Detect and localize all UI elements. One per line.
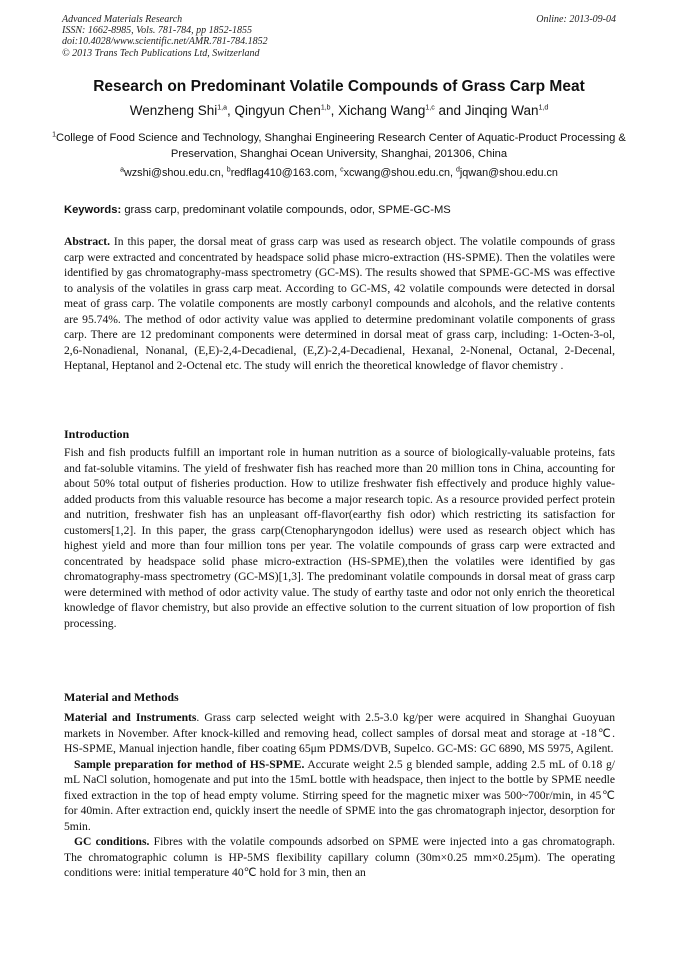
methods-paragraph: GC conditions. Fibres with the volatile compounds adsorbed on SPME were injected into a gas chromatograph. The chromatographic column is HP-5MS flexibility capillary column (30m×0.25 mm×0.25μm). The operating conditions were: initial temperature 40℃ hold for 3 min, then an [64,835,615,879]
keywords-label: Keywords: [64,204,122,216]
abstract-text: In this paper, the dorsal meat of grass carp was used as research object. The volatile compounds of grass carp were extracted and concentrated by headspace solid phase micro-extraction (HS-SPME). Then the volatiles were identified by gas chromatography-mass spectrometry (GC-MS). The results showed that SPME-GC-MS was effective to analysis of the volatiles in grass carp meat. According to GC-MS, 42 volatile compounds were detected in dorsal meat of grass carp. The volatile components are mostly carbonyl compounds and alcohols, and the relative contents are 95.74%. The method of odor activity value was applied to determine predominant volatile components of grass carp. There are 12 predominant components were determined in dorsal meat of grass carp, including: 1-Octen-3-ol, 2,6-Nonadienal, Nonanal, (E,E)-2,4-Decadienal, (E,Z)-2,4-Decadienal, Hexanal, 2-Nonenal, Octanal, 2-Decenal, Heptanal, Heptanol and 2-Octenal etc. The study will enrich the theoretical knowledge of flavor chemistry . [64,235,615,372]
online-date: Online: 2013-09-04 [536,14,616,25]
email: $^d$jqwan@shou.edu.cn [456,166,558,179]
keywords [64,204,624,216]
paper-title: Research on Predominant Volatile Compounds of Grass Carp Meat [93,78,585,95]
email: $^a$wzshi@shou.edu.cn, [120,166,227,179]
abstract-label: Abstract. [64,235,111,248]
author: Jinqing Wan$^{1,d}$ [464,103,549,118]
author-list [0,103,678,118]
methods-heading: Material and Methods [64,690,179,704]
author: Qingyun Chen$^{1,b}$, [234,103,339,118]
email: $^c$xcwang@shou.edu.cn, [340,166,456,179]
copyright-line: © 2013 Trans Tech Publications Ltd, Switzerland [62,47,260,59]
email: $^b$redflag410@163.com, [226,166,341,179]
journal-header [62,14,268,59]
author: Wenzheng Shi$^{1,a}$, [129,103,235,118]
author: Xichang Wang$^{1,c}$ and [338,103,465,118]
keywords-text: grass carp, predominant volatile compounds, odor, SPME-GC-MS [124,204,451,216]
issn-line: ISSN: 1662-8985, Vols. 781-784, pp 1852-1855 [62,25,252,37]
introduction-heading: Introduction [64,427,130,441]
methods-paragraph: Sample preparation for method of HS-SPME. Accurate weight 2.5 g blended sample, adding 2.5 mL of 0.18 g/ mL NaCl solution, homogenate and put into the 15mL bottle with headspace, then inject to the bottle by SPME needle fixed extraction in the top of head empty volume. Stirring speed for the magnetic mixer was 500~700r/min, in 45℃ for 40min. After extraction end, quickly insert the needle of SPME into the gas chromatograph injector, desorption for 5min. [64,757,615,833]
doi-line: doi:10.4028/www.scientific.net/AMR.781-784.1852 [62,36,268,48]
methods-body [64,710,615,881]
introduction-text: Fish and fish products fulfill an important role in human nutrition as a source of biologically-valuable proteins, fats and fat-soluble vitamins. The yield of freshwater fish has reached more than 20 million tons in China, accounting for about 50% total output of fisheries production. How to utilize freshwater fish effectively and produce highly value-added products from this valuable resource has become a major research topic. As a resource provided perfect protein and nutrition, freshwater fish has an unpleasant off-flavor(earthy fish odor) which restricting its satisfaction for customers[1,2]. In this paper, the grass carp(Ctenopharyngodon idellus) were used as research object which has highest yield and more than four million tons per year. The volatile compounds of grass carp were extracted and concentrated by headspace solid phase micro-extraction (HS-SPME),then the volatiles were identified by gas chromatography-mass spectrometry (GC-MS)[1,3]. The predominant volatile compounds in dorsal meat of grass carp were determined with method of odor activity value. The study of earthy taste and odor not only enrich the theoretical knowledge of flavor chemistry, but also provide an effective solution to the current situation of low proportion of fish processing. [64,446,615,630]
email-list [0,167,678,179]
abstract [64,234,615,374]
journal-name: Advanced Materials Research [62,14,183,25]
affiliation: $^1$College of Food Science and Technology, Shanghai Engineering Research Center of Aquatic-Product Processing & Preservation, Shanghai Ocean University, Shanghai, 201306, China [52,131,626,160]
methods-paragraph: Material and Instruments. Grass carp selected weight with 2.5-3.0 kg/per were acquired in Shanghai Guoyuan markets in November. After knock-killed and removing head, collect samples of dorsal meat and storage at -18℃. HS-SPME, Manual injection handle, fiber coating 65μm PDMS/DVB, Supelco. GC-MS: GC 6890, MS 5975, Agilent. [64,711,615,755]
